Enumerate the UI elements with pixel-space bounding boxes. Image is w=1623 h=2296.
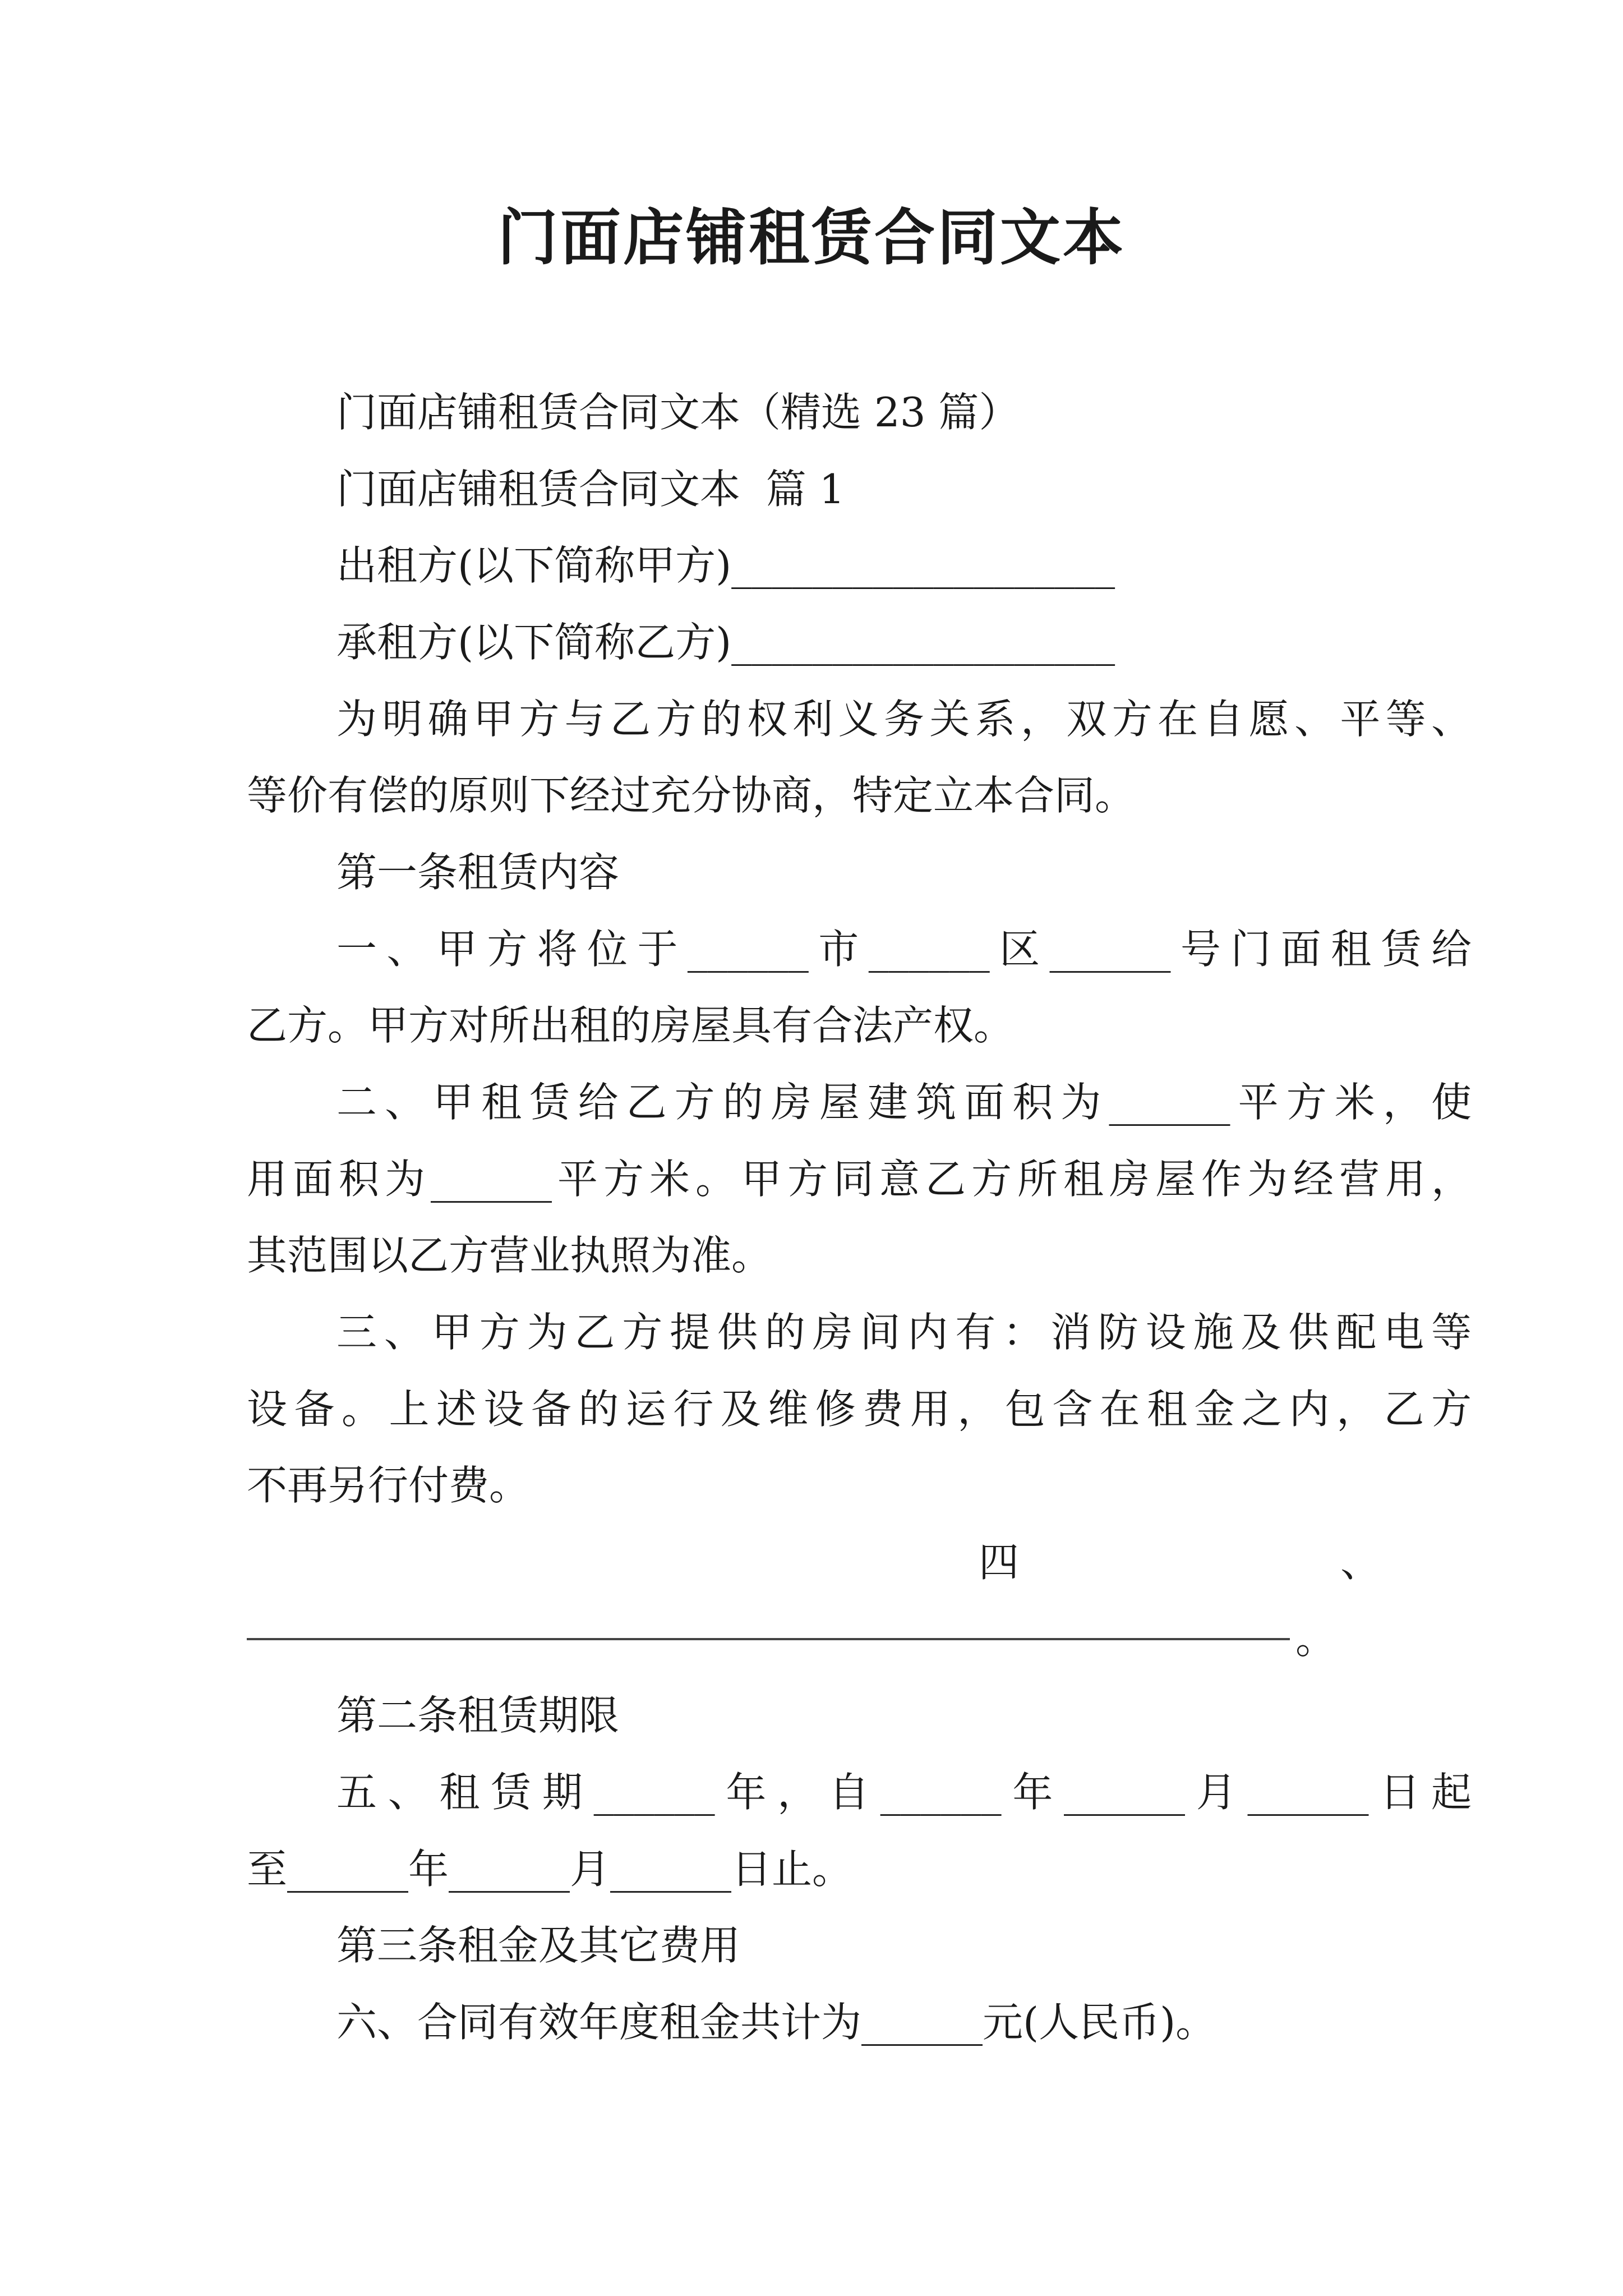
article3-heading: 第三条租金及其它费用 bbox=[336, 1922, 741, 1969]
clause6-line: 六、合同有效年度租金共计为______元(人民币)。 bbox=[336, 1999, 1216, 2046]
clause1-line-2: 乙方。甲方对所出租的房屋具有合法产权。 bbox=[247, 1002, 1015, 1049]
clause4-separator: 、 bbox=[1340, 1539, 1381, 1586]
clause3-line-1: 三、甲方为乙方提供的房间内有：消防设施及供配电等 bbox=[336, 1309, 1472, 1356]
intro-line-2: 等价有偿的原则下经过充分协商，特定立本合同。 bbox=[247, 772, 1136, 819]
clause4-blank-rule bbox=[247, 1638, 1290, 1640]
document-title: 门面店铺租赁合同文本 bbox=[497, 203, 1126, 273]
clause2-line-1: 二、甲租赁给乙方的房屋建筑面积为______平方米，使 bbox=[336, 1079, 1472, 1126]
clause3-line-2: 设备。上述设备的运行及维修费用，包含在租金之内，乙方 bbox=[247, 1386, 1472, 1433]
lessor-line: 出租方(以下简称甲方)___________________ bbox=[336, 542, 1115, 589]
article1-heading: 第一条租赁内容 bbox=[336, 849, 620, 896]
clause1-line-1: 一、甲方将位于______市______区______号门面租赁给 bbox=[336, 926, 1472, 973]
clause3-line-3: 不再另行付费。 bbox=[247, 1462, 530, 1509]
document-subtitle: 门面店铺租赁合同文本（精选 23 篇） bbox=[336, 389, 1020, 436]
clause5-line-2: 至______年______月______日止。 bbox=[247, 1846, 853, 1893]
clause5-line-1: 五、租赁期______年，自______年______月______日起 bbox=[336, 1769, 1472, 1816]
intro-line-1: 为明确甲方与乙方的权利义务关系，双方在自愿、平等、 bbox=[336, 696, 1472, 743]
section-heading: 门面店铺租赁合同文本 篇 1 bbox=[336, 466, 845, 513]
clause2-line-3: 其范围以乙方营业执照为准。 bbox=[247, 1232, 772, 1279]
clause2-line-2: 用面积为______平方米。甲方同意乙方所租房屋作为经营用， bbox=[247, 1156, 1472, 1203]
lessee-line: 承租方(以下简称乙方)___________________ bbox=[336, 619, 1115, 666]
clause4-end: 。 bbox=[1295, 1616, 1336, 1663]
clause4-label: 四 bbox=[979, 1539, 1020, 1586]
article2-heading: 第二条租赁期限 bbox=[336, 1692, 620, 1739]
